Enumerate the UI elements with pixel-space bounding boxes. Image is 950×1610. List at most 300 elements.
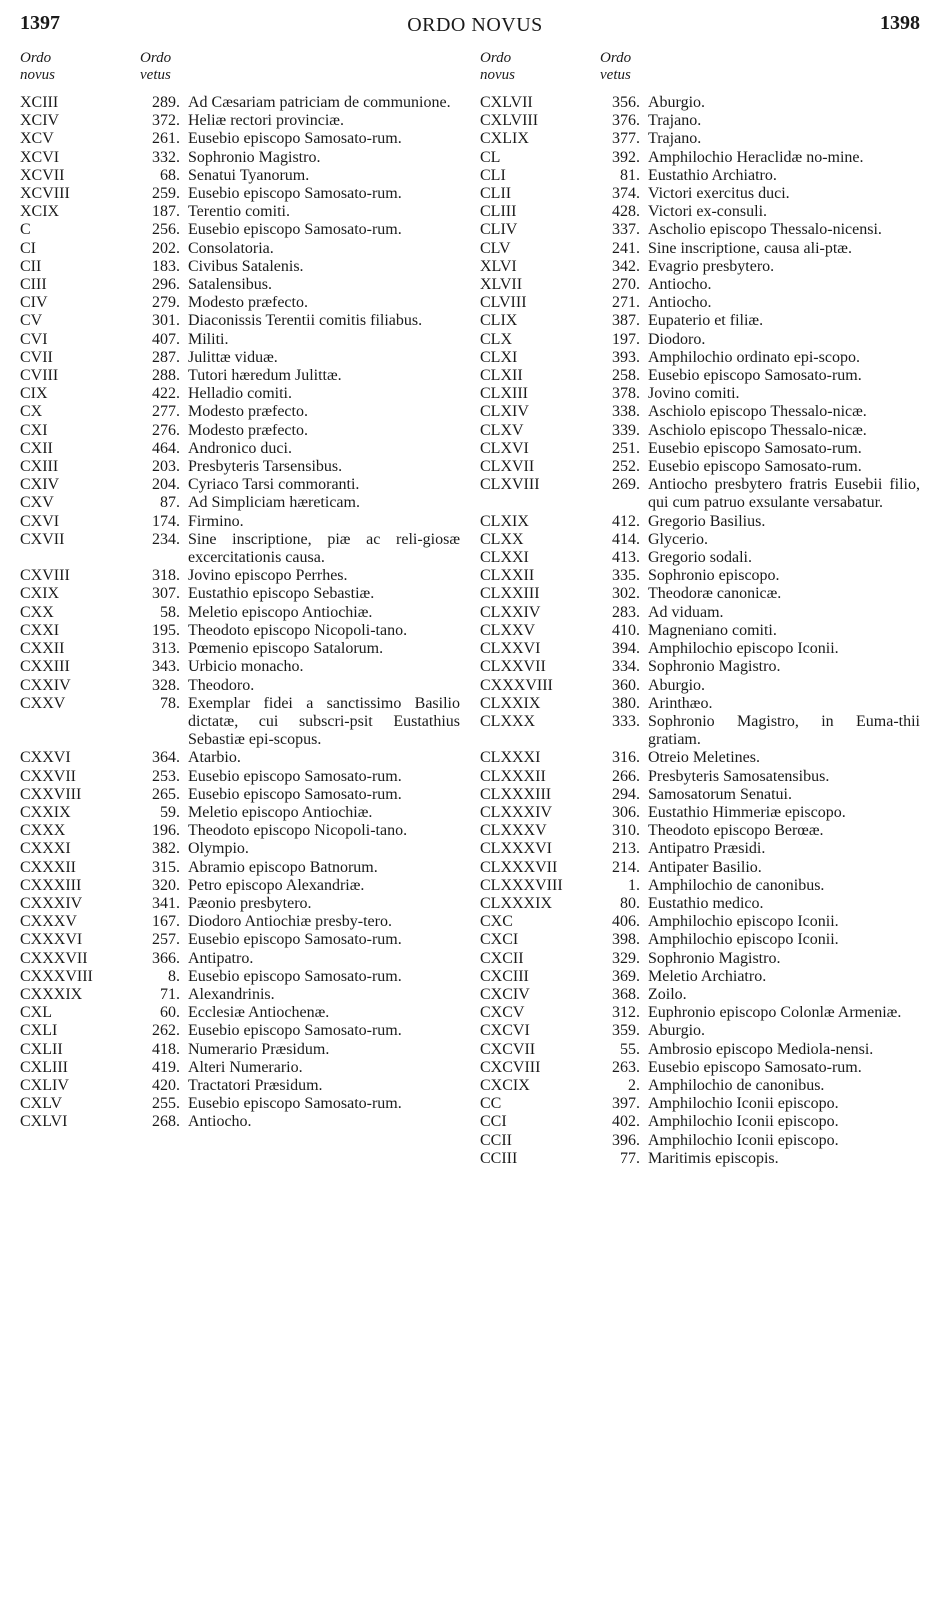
letter-title: Eusebio episcopo Samosato-rum.	[188, 221, 402, 239]
index-row	[20, 877, 460, 895]
ordo-novus-number: CLXXV	[480, 621, 536, 639]
index-row	[480, 895, 920, 913]
letter-title: Jovino comiti.	[648, 385, 740, 403]
ordo-vetus-number: 197.	[612, 330, 640, 348]
index-row	[20, 968, 460, 986]
ordo-novus-number: CXLIII	[20, 1058, 68, 1076]
index-row	[480, 913, 920, 931]
index-row	[480, 221, 920, 239]
ordo-vetus-number: 196.	[152, 822, 180, 840]
ordo-novus-number: CLIX	[480, 312, 518, 330]
letter-title: Olympio.	[188, 840, 249, 858]
ordo-vetus-number: 288.	[152, 367, 180, 385]
right-column	[480, 50, 920, 1168]
ordo-novus-number: CLXXIV	[480, 603, 541, 621]
letter-title: Consolatoria.	[188, 239, 274, 257]
ordo-novus-number: CXLVI	[20, 1113, 68, 1131]
letter-title: Aburgio.	[648, 676, 706, 694]
ordo-novus-number: CLII	[480, 185, 512, 203]
ordo-vetus-number: 402.	[612, 1113, 640, 1131]
ordo-novus-number: CXC	[480, 913, 513, 931]
index-row	[480, 312, 920, 330]
letter-title: Urbicio monacho.	[188, 658, 304, 676]
ordo-vetus-number: 77.	[620, 1149, 640, 1167]
letter-title: Theodoto episcopo Nicopoli-tano.	[188, 621, 408, 639]
ordo-vetus-number: 296.	[152, 276, 180, 294]
ordo-novus-number: CXXIV	[20, 676, 71, 694]
ordo-novus-number: CLXXXIII	[480, 785, 552, 803]
ordo-vetus-number: 294.	[612, 785, 640, 803]
letter-title: Amphilochio episcopo Iconii.	[648, 931, 839, 949]
index-row	[480, 513, 920, 531]
letter-title: Ecclesiæ Antiochenæ.	[188, 1004, 330, 1022]
page-title: ORDO NOVUS	[407, 14, 543, 36]
letter-title: Gregorio Basilius.	[648, 512, 766, 530]
letter-title: Eusebio episcopo Samosato-rum.	[648, 1058, 862, 1076]
ordo-novus-number: CXCVIII	[480, 1058, 541, 1076]
letter-title: Meletio episcopo Antiochiæ.	[188, 803, 373, 821]
index-row	[480, 94, 920, 112]
ordo-vetus-number: 213.	[612, 840, 640, 858]
letter-title: Amphilochio Heraclidæ no-mine.	[648, 148, 864, 166]
index-row	[480, 713, 920, 749]
letter-title: Eusebio episcopo Samosato-rum.	[188, 130, 402, 148]
ordo-vetus-number: 257.	[152, 931, 180, 949]
ordo-novus-number: CXCI	[480, 931, 519, 949]
ordo-novus-number: CII	[20, 257, 42, 275]
index-row	[20, 931, 460, 949]
index-row	[20, 276, 460, 294]
ordo-vetus-number: 187.	[152, 203, 180, 221]
ordo-vetus-number: 329.	[612, 949, 640, 967]
index-row	[20, 240, 460, 258]
index-row	[480, 422, 920, 440]
index-row	[480, 1041, 920, 1059]
letter-title: Sophronio Magistro.	[648, 949, 781, 967]
letter-title: Diodoro.	[648, 330, 706, 348]
letter-title: Trajano.	[648, 112, 702, 130]
ordo-vetus-number: 306.	[612, 803, 640, 821]
letter-title: Eustathio Archiatro.	[648, 166, 777, 184]
ordo-vetus-number: 261.	[152, 130, 180, 148]
letter-title: Amphilochio ordinato epi-scopo.	[648, 348, 860, 366]
index-row	[20, 167, 460, 185]
letter-title: Cyriaco Tarsi commoranti.	[188, 476, 360, 494]
index-row	[480, 403, 920, 421]
letter-title: Atarbio.	[188, 749, 241, 767]
index-row	[480, 695, 920, 713]
letter-title: Meletio episcopo Antiochiæ.	[188, 603, 373, 621]
index-row	[20, 768, 460, 786]
ordo-novus-number: CLXV	[480, 421, 524, 439]
ordo-vetus-number: 392.	[612, 148, 640, 166]
letter-title: Aburgio.	[648, 1022, 706, 1040]
ordo-vetus-number: 396.	[612, 1131, 640, 1149]
index-row	[480, 640, 920, 658]
letter-title: Antiocho presbytero fratris Eusebii filio, qui cum patruo exsulante versabatur.	[648, 476, 920, 512]
ordo-novus-number: CL	[480, 148, 501, 166]
right-entries	[480, 94, 920, 1168]
ordo-novus-number: CXLIV	[20, 1076, 69, 1094]
index-row	[20, 1077, 460, 1095]
letter-title: Militi.	[188, 330, 229, 348]
letter-title: Samosatorum Senatui.	[648, 785, 792, 803]
ordo-vetus-number: 338.	[612, 403, 640, 421]
index-row	[20, 531, 460, 567]
ordo-vetus-number: 315.	[152, 858, 180, 876]
ordo-vetus-number: 263.	[612, 1058, 640, 1076]
ordo-novus-number: CXXIX	[20, 803, 71, 821]
index-row	[480, 1004, 920, 1022]
ordo-novus-number: CCI	[480, 1113, 507, 1131]
ordo-novus-number: XCIX	[20, 203, 60, 221]
ordo-novus-number: CXXXIV	[20, 894, 83, 912]
index-row	[20, 331, 460, 349]
ordo-vetus-number: 255.	[152, 1095, 180, 1113]
ordo-novus-number: CXVI	[20, 512, 60, 530]
ordo-novus-number: CXXXVII	[20, 949, 88, 967]
ordo-novus-number: CV	[20, 312, 43, 330]
ordo-novus-number: CLXVIII	[480, 476, 540, 494]
index-row	[20, 94, 460, 112]
index-row	[480, 1132, 920, 1150]
ordo-vetus-number: 333.	[612, 712, 640, 730]
ordo-novus-number: CLXXVI	[480, 640, 541, 658]
index-row	[480, 749, 920, 767]
ordo-vetus-number: 252.	[612, 458, 640, 476]
ordo-vetus-number: 422.	[152, 385, 180, 403]
index-row	[480, 859, 920, 877]
ordo-novus-number: CXIX	[20, 585, 60, 603]
ordo-novus-number: XCVI	[20, 148, 60, 166]
index-row	[20, 130, 460, 148]
index-row	[480, 677, 920, 695]
ordo-novus-number: CXXXVIII	[480, 676, 553, 694]
ordo-vetus-number: 393.	[612, 348, 640, 366]
ordo-novus-number: XLVI	[480, 257, 517, 275]
letter-title: Modesto præfecto.	[188, 403, 308, 421]
ordo-novus-number: CXVIII	[20, 567, 70, 585]
ordo-novus-number: CLXXXII	[480, 767, 546, 785]
index-row	[480, 877, 920, 895]
letter-title: Petro episcopo Alexandriæ.	[188, 876, 365, 894]
index-row	[480, 1022, 920, 1040]
ordo-novus-number: CLXXXVII	[480, 858, 558, 876]
ordo-vetus-number: 253.	[152, 767, 180, 785]
ordo-vetus-number: 277.	[152, 403, 180, 421]
ordo-vetus-number: 380.	[612, 694, 640, 712]
ordo-novus-number: CLXX	[480, 530, 524, 548]
letter-title: Tractatori Præsidum.	[188, 1076, 323, 1094]
ordo-vetus-number: 302.	[612, 585, 640, 603]
ordo-vetus-number: 332.	[152, 148, 180, 166]
ordo-vetus-number: 59.	[160, 803, 180, 821]
index-row	[20, 804, 460, 822]
ordo-novus-number: CVII	[20, 348, 53, 366]
left-column	[20, 50, 460, 1132]
index-row	[20, 494, 460, 512]
index-row	[20, 567, 460, 585]
ordo-vetus-number: 418.	[152, 1040, 180, 1058]
ordo-vetus-number: 397.	[612, 1095, 640, 1113]
letter-title: Eustathio Himmeriæ episcopo.	[648, 803, 846, 821]
index-row	[20, 786, 460, 804]
index-row	[20, 312, 460, 330]
index-row	[20, 367, 460, 385]
ordo-novus-number: CXXXII	[20, 858, 76, 876]
ordo-novus-number: XCVIII	[20, 185, 70, 203]
ordo-vetus-number: 307.	[152, 585, 180, 603]
index-row	[20, 859, 460, 877]
ordo-vetus-number: 289.	[152, 94, 180, 111]
index-row	[20, 513, 460, 531]
letter-title: Euphronio episcopo Colonlæ Armeniæ.	[648, 1004, 902, 1022]
ordo-novus-number: CXLVIII	[480, 112, 539, 130]
letter-title: Andronico duci.	[188, 439, 292, 457]
letter-title: Eusebio episcopo Samosato-rum.	[648, 367, 862, 385]
ordo-novus-number: CI	[20, 239, 36, 257]
ordo-novus-number: CXV	[20, 494, 54, 512]
index-row	[480, 1095, 920, 1113]
ordo-vetus-number: 382.	[152, 840, 180, 858]
index-row	[20, 440, 460, 458]
page-header	[0, 12, 950, 42]
letter-title: Theodoto episcopo Nicopoli-tano.	[188, 822, 408, 840]
ordo-novus-number: CLXVII	[480, 458, 535, 476]
ordo-vetus-number: 8.	[168, 967, 180, 985]
index-row	[480, 822, 920, 840]
ordo-novus-number: CLXXXI	[480, 749, 541, 767]
index-row	[20, 221, 460, 239]
index-row	[480, 531, 920, 549]
ordo-novus-number: CXI	[20, 421, 48, 439]
index-row	[20, 640, 460, 658]
page-number-left: 1397	[20, 12, 60, 34]
letter-title: Eusebio episcopo Samosato-rum.	[188, 967, 402, 985]
ordo-novus-number: CXLI	[20, 1022, 58, 1040]
letter-title: Helladio comiti.	[188, 385, 292, 403]
ordo-vetus-number: 276.	[152, 421, 180, 439]
ordo-novus-number: CXXXVI	[20, 931, 83, 949]
ordo-novus-number: CLXXI	[480, 549, 529, 567]
letter-title: Ambrosio episcopo Mediola-nensi.	[648, 1040, 874, 1058]
letter-title: Trajano.	[648, 130, 702, 148]
ordo-vetus-number: 359.	[612, 1022, 640, 1040]
letter-title: Antiocho.	[188, 1113, 252, 1131]
ordo-vetus-number: 360.	[612, 676, 640, 694]
index-row	[480, 440, 920, 458]
ordo-vetus-number: 78.	[160, 694, 180, 712]
ordo-vetus-number: 366.	[152, 949, 180, 967]
ordo-novus-number: CXXVI	[20, 749, 71, 767]
ordo-novus-number: CLX	[480, 330, 512, 348]
ordo-novus-number: CLIV	[480, 221, 518, 239]
ordo-novus-number: CLXIV	[480, 403, 529, 421]
letter-title: Eusebio episcopo Samosato-rum.	[648, 439, 862, 457]
ordo-novus-number: CXCVII	[480, 1040, 536, 1058]
ordo-vetus-number: 203.	[152, 458, 180, 476]
ordo-novus-number: C	[20, 221, 31, 239]
ordo-vetus-number: 372.	[152, 112, 180, 130]
letter-title: Sine inscriptione, causa ali-ptæ.	[648, 239, 852, 257]
ordo-novus-number: CXCIX	[480, 1076, 530, 1094]
ordo-vetus-number: 87.	[160, 494, 180, 512]
letter-title: Theodoro.	[188, 676, 255, 694]
letter-title: Antipater Basilio.	[648, 858, 762, 876]
ordo-vetus-number: 374.	[612, 185, 640, 203]
index-row	[480, 294, 920, 312]
letter-title: Sophronio Magistro, in Euma-thii gratiam.	[648, 712, 920, 749]
index-row	[480, 167, 920, 185]
letter-title: Diodoro Antiochiæ presby-tero.	[188, 913, 392, 931]
letter-title: Diaconissis Terentii comitis filiabus.	[188, 312, 423, 330]
ordo-vetus-number: 202.	[152, 239, 180, 257]
index-row	[20, 294, 460, 312]
ordo-novus-number: CXIII	[20, 458, 59, 476]
index-row	[20, 112, 460, 130]
index-row	[480, 130, 920, 148]
index-row	[480, 367, 920, 385]
ordo-vetus-number: 183.	[152, 257, 180, 275]
ordo-vetus-number: 270.	[612, 276, 640, 294]
ordo-novus-number: CXXXVIII	[20, 967, 93, 985]
ordo-novus-number: XCIV	[20, 112, 60, 130]
index-row	[480, 1059, 920, 1077]
index-row	[480, 804, 920, 822]
ordo-novus-number: CXCV	[480, 1004, 525, 1022]
letter-title: Amphilochio Iconii episcopo.	[648, 1095, 839, 1113]
letter-title: Satalensibus.	[188, 276, 272, 294]
letter-title: Meletio Archiatro.	[648, 967, 767, 985]
ordo-novus-number: CXXXV	[20, 913, 77, 931]
letter-title: Antiocho.	[648, 294, 712, 312]
letter-title: Amphilochio de canonibus.	[648, 1076, 825, 1094]
ordo-vetus-number: 428.	[612, 203, 640, 221]
letter-title: Alexandrinis.	[188, 985, 275, 1003]
letter-title: Eusebio episcopo Samosato-rum.	[188, 185, 402, 203]
ordo-vetus-number: 60.	[160, 1004, 180, 1022]
ordo-vetus-number: 174.	[152, 512, 180, 530]
ordo-vetus-number: 377.	[612, 130, 640, 148]
letter-title: Alteri Numerario.	[188, 1058, 303, 1076]
index-row	[20, 1041, 460, 1059]
ordo-novus-number: CLXXIII	[480, 585, 540, 603]
letter-title: Antiocho.	[648, 276, 712, 294]
ordo-novus-number: CXXXIII	[20, 876, 82, 894]
ordo-vetus-number: 81.	[620, 166, 640, 184]
ordo-vetus-number: 339.	[612, 421, 640, 439]
ordo-vetus-number: 398.	[612, 931, 640, 949]
letter-title: Pœmenio episcopo Satalorum.	[188, 640, 384, 658]
ordo-novus-number: CLI	[480, 166, 506, 184]
letter-title: Theodoræ canonicæ.	[648, 585, 782, 603]
index-row	[480, 986, 920, 1004]
ordo-novus-number: CXXVII	[20, 767, 76, 785]
ordo-novus-number: CLXXIX	[480, 694, 541, 712]
ordo-novus-number: CXX	[20, 603, 54, 621]
ordo-novus-number: CIV	[20, 294, 48, 312]
ordo-vetus-number: 262.	[152, 1022, 180, 1040]
ordo-novus-number: CXL	[20, 1004, 52, 1022]
index-row	[480, 349, 920, 367]
ordo-novus-number: CXXIII	[20, 658, 70, 676]
right-column-headers	[480, 50, 920, 94]
ordo-novus-number: CLXXXIX	[480, 894, 552, 912]
letter-title: Victori ex-consuli.	[648, 203, 768, 221]
index-row	[480, 385, 920, 403]
letter-title: Sophronio episcopo.	[648, 567, 780, 585]
ordo-vetus-number: 68.	[160, 166, 180, 184]
ordo-novus-number: CXLII	[20, 1040, 63, 1058]
ordo-vetus-number: 2.	[628, 1076, 640, 1094]
letter-title: Exemplar fidei a sanctissimo Basilio dictatæ, cui subscri-psit Eustathius Sebastiæ epi-scopus.	[188, 694, 460, 749]
ordo-vetus-number: 334.	[612, 658, 640, 676]
ordo-novus-number: CLVIII	[480, 294, 527, 312]
index-row	[480, 549, 920, 567]
ordo-vetus-number: 320.	[152, 876, 180, 894]
ordo-novus-number: CLIII	[480, 203, 517, 221]
index-row	[480, 658, 920, 676]
ordo-vetus-number: 328.	[152, 676, 180, 694]
index-row	[20, 913, 460, 931]
index-row	[480, 276, 920, 294]
index-row	[480, 768, 920, 786]
ordo-vetus-number: 335.	[612, 567, 640, 585]
ordo-vetus-number: 1.	[628, 876, 640, 894]
index-row	[20, 185, 460, 203]
ordo-vetus-number: 58.	[160, 603, 180, 621]
ordo-novus-number: CX	[20, 403, 43, 421]
index-row	[480, 112, 920, 130]
index-row	[20, 422, 460, 440]
ordo-novus-number: CXLIX	[480, 130, 529, 148]
ordo-novus-number: CCIII	[480, 1149, 518, 1167]
ordo-novus-number: CLV	[480, 239, 511, 257]
ordo-novus-number: CXXV	[20, 694, 66, 712]
letter-title: Civibus Satalenis.	[188, 257, 304, 275]
letter-title: Ad Simpliciam hæreticam.	[188, 494, 360, 512]
index-row	[20, 1095, 460, 1113]
letter-title: Arinthæo.	[648, 694, 713, 712]
ordo-vetus-number: 71.	[160, 985, 180, 1003]
index-row	[480, 585, 920, 603]
index-row	[480, 203, 920, 221]
letter-title: Abramio episcopo Batnorum.	[188, 858, 378, 876]
index-row	[20, 476, 460, 494]
ordo-novus-number: CLXXX	[480, 712, 536, 730]
ordo-vetus-number: 318.	[152, 567, 180, 585]
letter-title: Glycerio.	[648, 530, 708, 548]
index-row	[480, 968, 920, 986]
ordo-vetus-number: 265.	[152, 785, 180, 803]
letter-title: Julittæ viduæ.	[188, 348, 278, 366]
ordo-novus-number: CLXXXVIII	[480, 876, 563, 894]
letter-title: Heliæ rectori provinciæ.	[188, 112, 344, 130]
letter-title: Aburgio.	[648, 94, 706, 111]
ordo-vetus-number: 204.	[152, 476, 180, 494]
letter-title: Eusebio episcopo Samosato-rum.	[188, 1022, 402, 1040]
index-row	[20, 658, 460, 676]
letter-title: Eusebio episcopo Samosato-rum.	[188, 1095, 402, 1113]
index-row	[480, 840, 920, 858]
ordo-novus-number: CXXI	[20, 621, 60, 639]
letter-title: Presbyteris Tarsensibus.	[188, 458, 343, 476]
ordo-vetus-number: 258.	[612, 367, 640, 385]
ordo-vetus-number: 464.	[152, 439, 180, 457]
letter-title: Ascholio episcopo Thessalo-nicensi.	[648, 221, 882, 239]
index-row	[20, 385, 460, 403]
ordo-novus-number: CLXXII	[480, 567, 535, 585]
